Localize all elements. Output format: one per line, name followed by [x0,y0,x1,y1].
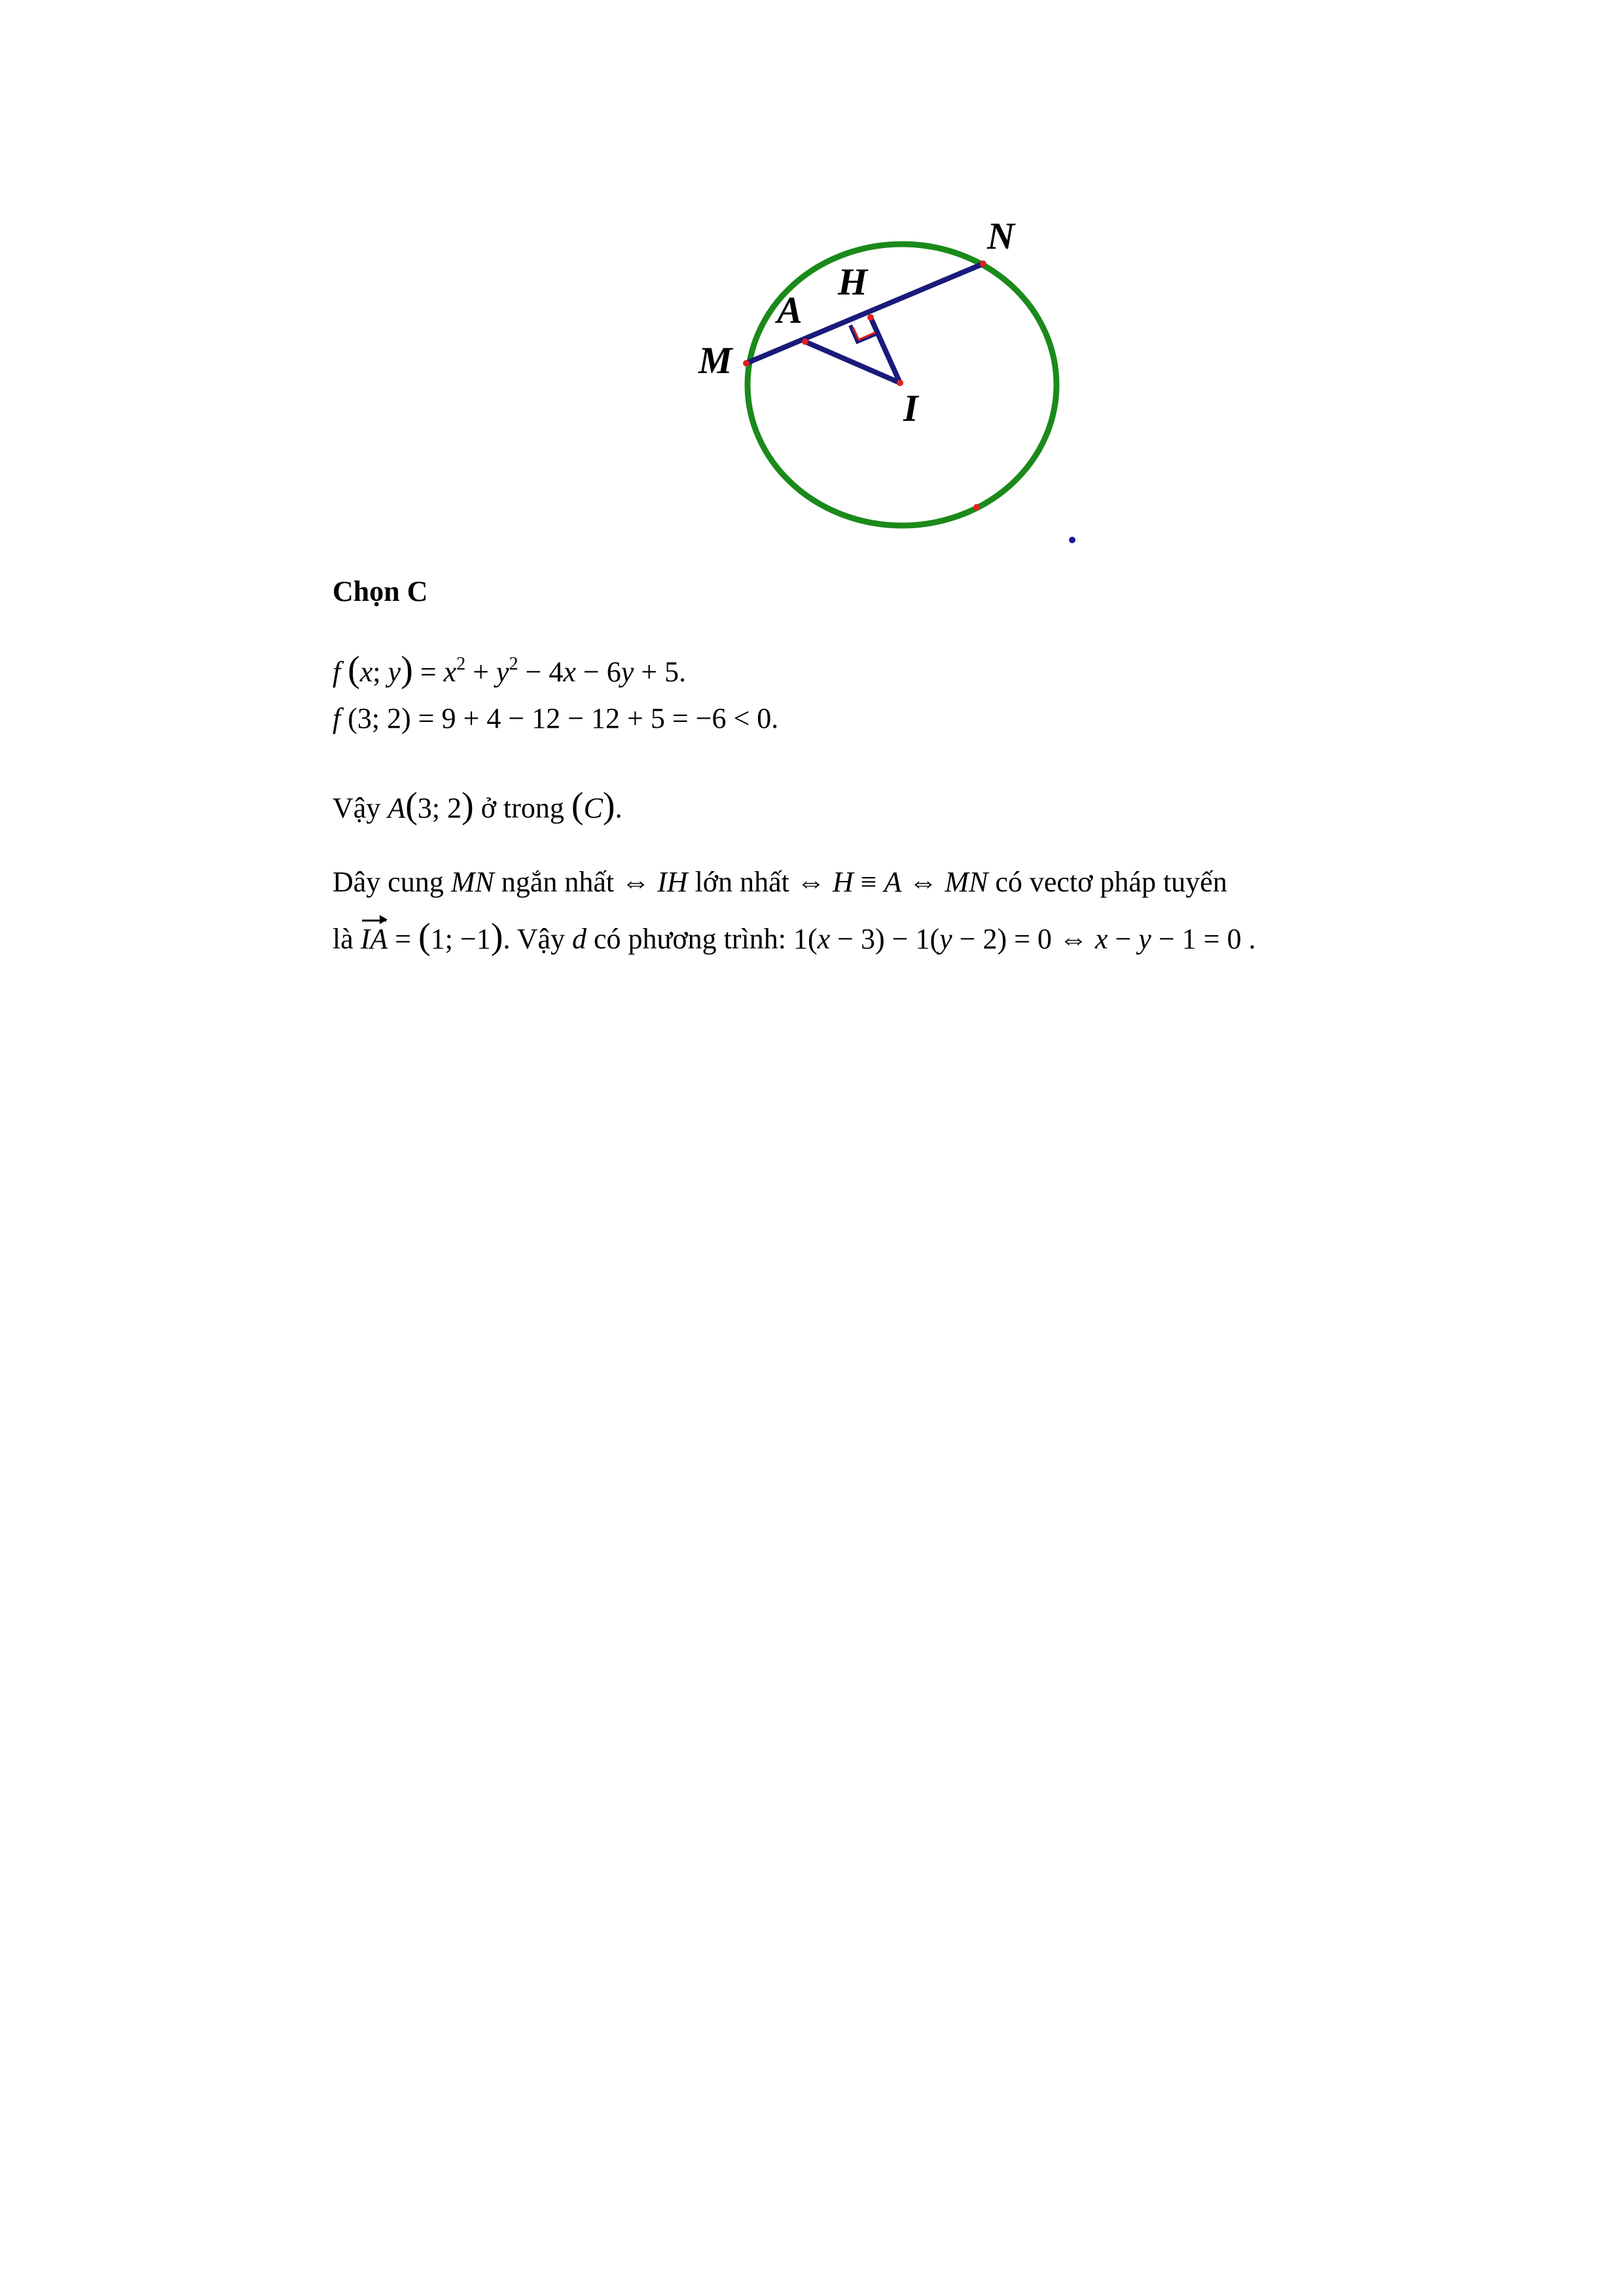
var-x: x [1094,923,1108,955]
label-m: M [698,339,732,382]
paren: ( [571,785,584,826]
point-a [802,338,808,345]
circle-c-text: C [583,792,603,824]
ih-text: IH [657,866,688,898]
label-i: I [903,387,918,429]
point-h [867,314,874,321]
d-text: d [572,923,586,955]
point-a-text: A [388,792,406,824]
separator: ; [372,656,381,688]
line-equation-line [333,915,1255,959]
coords: 3; 2 [417,792,462,824]
paren: ( [348,649,360,690]
term: − 3) − 1( [830,923,940,955]
term: − 1 = 0 . [1151,923,1256,955]
paren: ) [401,649,413,690]
words: ngắn nhất ⇔ [494,866,658,898]
var-y: y [939,923,952,955]
term: − 6 [575,656,621,688]
point-i [897,380,903,386]
term: − 2) = 0 ⇔ [952,923,1095,955]
circle-chord-diagram [681,196,1139,563]
words: có phương trình: [586,923,793,955]
minus: − [1108,923,1139,955]
mn-text: MN [450,866,494,898]
answer-heading: Chọn C [333,575,428,607]
f-symbol: f [333,702,341,734]
f-symbol: f [333,656,341,688]
point-m [743,360,749,367]
term: − 4 [518,656,564,688]
mn-text: MN [945,866,988,898]
words: Dây cung [333,866,451,898]
words: ở trong [473,792,571,824]
point-on-circle [973,504,980,511]
iff: ⇔ [901,866,945,898]
vector-coords: 1; −1 [430,923,491,955]
var-y: y [621,656,634,688]
equals: = [412,656,444,688]
equals: = [388,923,419,955]
term: 1( [793,923,818,955]
words: có vectơ pháp tuyến [988,866,1227,898]
label-a: A [777,289,803,331]
evaluation: (3; 2) = 9 + 4 − 12 − 12 + 5 = −6 < 0. [340,702,779,734]
h-text: H [832,866,854,898]
paren: ) [461,785,474,826]
var-y: y [496,656,509,688]
f-definition-line: f (x; $y) = x^2 + y^2 - 4x - 6y + 5$. [333,649,687,690]
label-n: N [987,215,1015,257]
var-x: x [817,923,831,955]
var-x: x [563,656,576,688]
var-y: y [388,656,401,688]
paren: ( [405,785,418,826]
equiv: ≡ [853,866,884,898]
paren: ) [602,785,615,826]
chord-reasoning-line [333,865,1227,900]
words: lớn nhất ⇔ [687,866,833,898]
word-la: là [333,923,361,955]
a-text: A [884,866,902,898]
paren: ) [490,916,503,957]
paren: ( [418,916,431,957]
vector-ia: IA [361,922,388,957]
term: + 5. [634,656,687,688]
words: . Vậy [503,923,572,955]
plus: + [465,656,497,688]
stray-dot [1069,537,1075,543]
conclusion-inside-line [333,784,623,828]
geometry-figure [681,196,1139,563]
var-x: x [443,656,457,688]
period: . [615,792,623,824]
var-x: x [359,656,373,688]
point-n [980,260,986,267]
f-evaluation-line [333,702,778,736]
word-vay: Vậy [333,792,388,824]
label-h: H [838,260,868,303]
var-y: y [1138,923,1151,955]
